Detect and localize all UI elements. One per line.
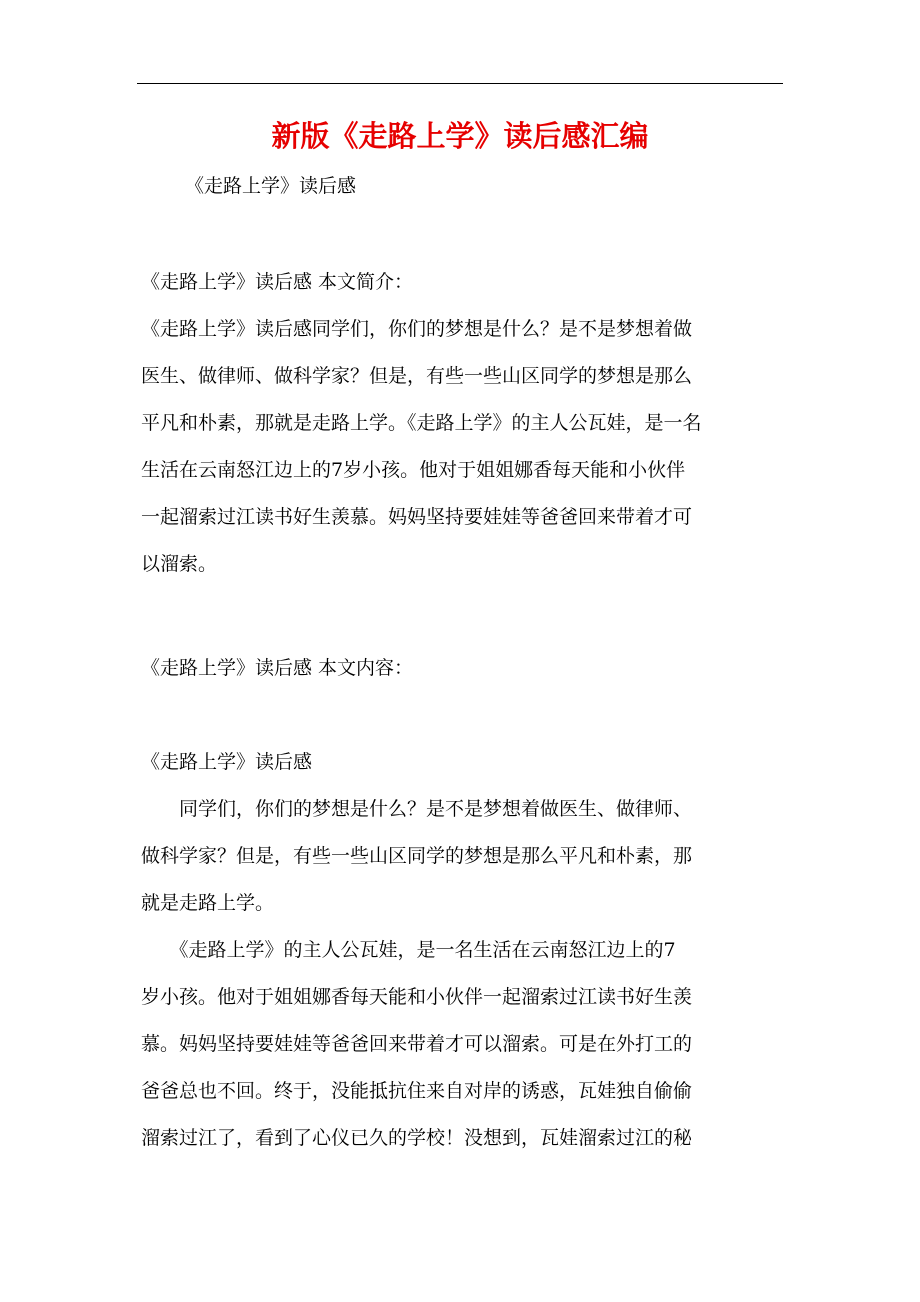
body-paragraph-1 <box>141 786 781 927</box>
header-rule <box>137 83 783 84</box>
document-title: 新版《走路上学》读后感汇编 <box>271 119 649 153</box>
body-line: 做科学家？但是，有些一些山区同学的梦想是那么平凡和朴素，那 <box>141 845 693 867</box>
intro-line: 生活在云南怒江边上的7岁小孩。他对于姐姐娜香每天能和小伙伴 <box>141 459 686 481</box>
body-line: 同学们，你们的梦想是什么？是不是梦想着做医生、做律师、 <box>141 798 693 820</box>
intro-line: 《走路上学》读后感同学们，你们的梦想是什么？是不是梦想着做 <box>141 318 693 340</box>
body-paragraph-2 <box>141 927 781 1162</box>
intro-heading: 《走路上学》读后感 本文简介： <box>141 271 414 293</box>
body-line: 就是走路上学。 <box>141 892 275 914</box>
body-line: 《走路上学》的主人公瓦娃，是一名生活在云南怒江边上的7 <box>141 939 676 961</box>
intro-line: 以溜索。 <box>141 553 218 575</box>
body-line: 溜索过江了，看到了心仪已久的学校！没想到，瓦娃溜索过江的秘 <box>141 1127 693 1149</box>
intro-line: 医生、做律师、做科学家？但是，有些一些山区同学的梦想是那么 <box>141 365 693 387</box>
intro-line: 一起溜索过江读书好生羡慕。妈妈坚持要娃娃等爸爸回来带着才可 <box>141 506 693 528</box>
essay-title: 《走路上学》读后感 <box>141 751 313 773</box>
body-line: 岁小孩。他对于姐姐娜香每天能和小伙伴一起溜索过江读书好生羡 <box>141 986 693 1008</box>
content-heading: 《走路上学》读后感 本文内容： <box>141 657 414 679</box>
body-line: 爸爸总也不回。终于，没能抵抗住来自对岸的诱惑，瓦娃独自偷偷 <box>141 1080 693 1102</box>
intro-paragraph <box>141 306 781 588</box>
intro-line: 平凡和朴素，那就是走路上学。《走路上学》的主人公瓦娃，是一名 <box>141 412 702 434</box>
subtitle: 《走路上学》读后感 <box>185 175 357 197</box>
body-line: 慕。妈妈坚持要娃娃等爸爸回来带着才可以溜索。可是在外打工的 <box>141 1033 693 1055</box>
